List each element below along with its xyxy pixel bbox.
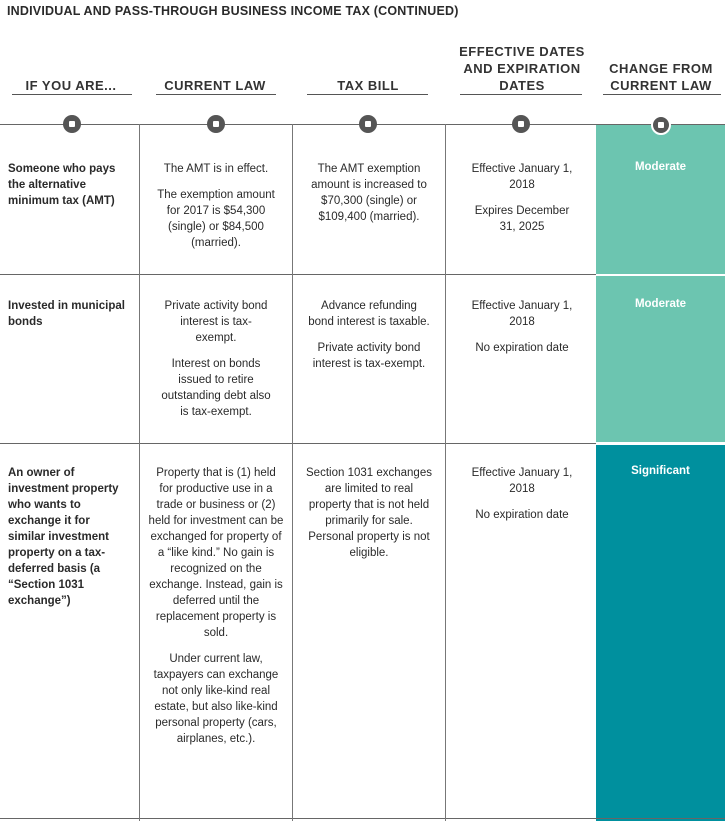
header-if-you-are: IF YOU ARE... — [25, 78, 117, 93]
row-current-law: The AMT is in effect. The exemption amount for 2017 is $54,300 (single) or $84,500 (married). — [157, 163, 275, 249]
row-tax-bill: Advance refunding bond interest is taxable. Private activity bond interest is tax-exempt. — [308, 300, 430, 370]
row-change-rating: Moderate — [634, 161, 687, 173]
rating-column-significant-bg — [596, 444, 725, 821]
rating-divider — [596, 274, 725, 276]
column-marker-icon — [651, 115, 671, 135]
table-bottom-rule — [0, 818, 725, 819]
header-tax-bill: TAX BILL — [337, 78, 399, 93]
column-marker-icon — [512, 115, 530, 133]
row-dates: Effective January 1, 2018 Expires December 31, 2025 — [471, 163, 573, 233]
column-marker-icon — [63, 115, 81, 133]
column-divider — [139, 124, 140, 821]
header-current-law: CURRENT LAW — [164, 78, 266, 93]
row-who: Invested in municipal bonds — [8, 300, 125, 328]
column-divider — [445, 124, 446, 821]
row-current-law: Property that is (1) held for productive use in a trade or business or (2) held for investment can be exchanged for property of a “like kind.” No gain is recognized on the exchange. Instead, gain is deferred until the replacement property is sold. Under current law, taxpayers can exchange not only like-kind real estate, but also like-kind personal property (cars, airplanes, etc.). — [148, 467, 284, 745]
header-underline — [307, 94, 428, 95]
rating-divider — [596, 443, 725, 445]
row-dates: Effective January 1, 2018 No expiration date — [471, 467, 573, 521]
column-marker-icon — [207, 115, 225, 133]
row-change-rating: Moderate — [634, 298, 687, 310]
header-underline — [156, 94, 276, 95]
row-tax-bill: The AMT exemption amount is increased to $70,300 (single) or $109,400 (married). — [311, 163, 427, 223]
header-change: CHANGE FROM CURRENT LAW — [609, 61, 713, 93]
row-current-law: Private activity bond interest is tax-exempt. Interest on bonds issued to retire outstanding debt also is tax-exempt. — [161, 300, 271, 418]
column-marker-icon — [359, 115, 377, 133]
row-tax-bill: Section 1031 exchanges are limited to real property that is not held primarily for sale. Personal property is not eligible. — [306, 467, 432, 559]
column-divider — [292, 124, 293, 821]
header-underline — [12, 94, 132, 95]
header-underline — [460, 94, 582, 95]
header-underline — [603, 94, 721, 95]
row-who: An owner of investment property who wants to exchange it for similar investment property on a tax-deferred basis (a “Section 1031 exchange”) — [8, 467, 119, 607]
row-who: Someone who pays the alternative minimum tax (AMT) — [8, 163, 116, 207]
row-change-rating: Significant — [631, 465, 690, 477]
header-effective-dates: EFFECTIVE DATES AND EXPIRATION DATES — [459, 44, 585, 93]
table-title: INDIVIDUAL AND PASS-THROUGH BUSINESS INCOME TAX (CONTINUED) — [7, 4, 459, 18]
row-dates: Effective January 1, 2018 No expiration date — [471, 300, 573, 354]
